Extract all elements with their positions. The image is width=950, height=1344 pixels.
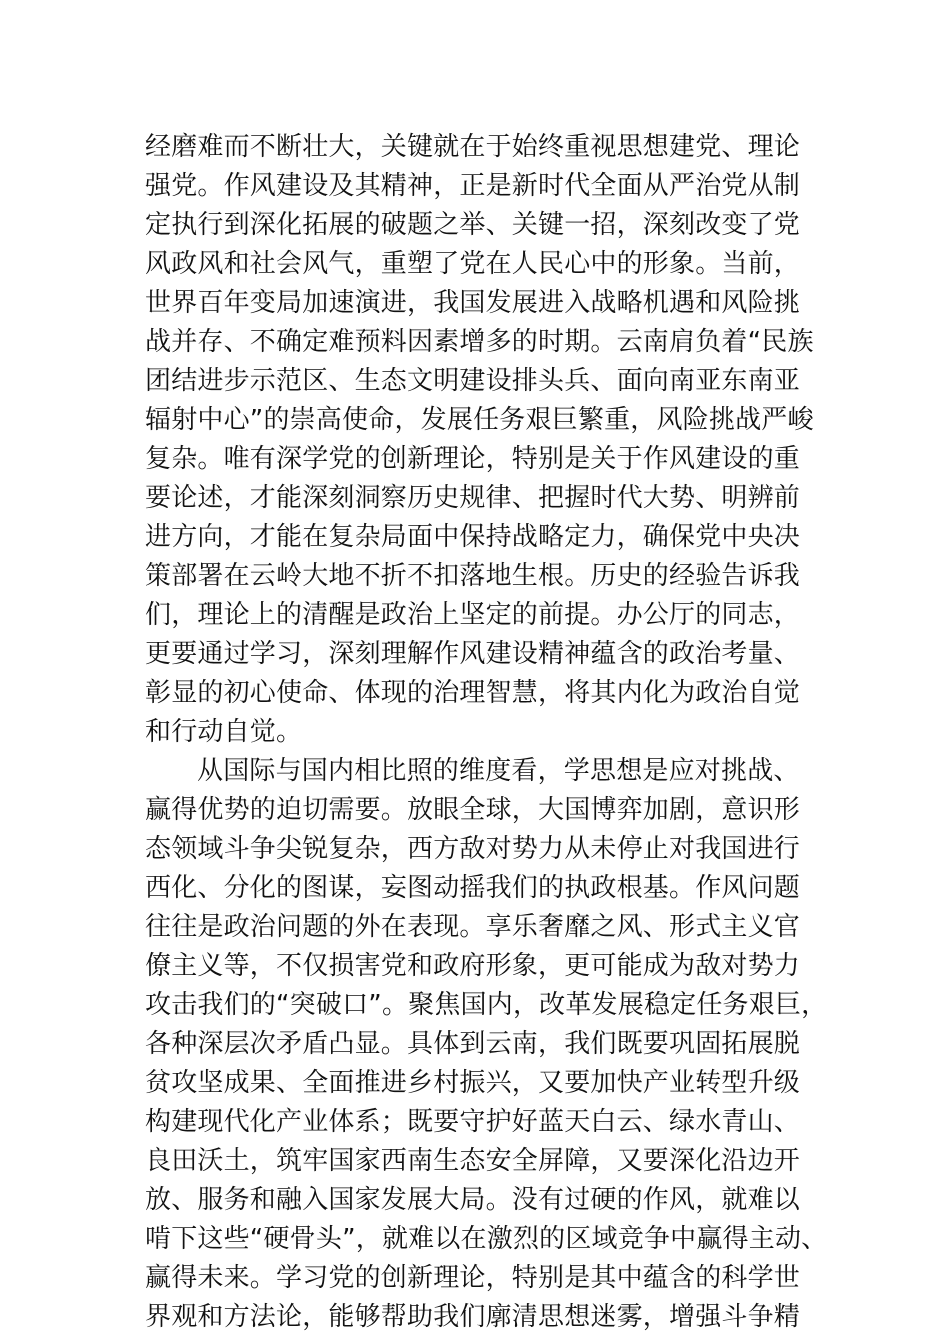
text-line: 强党。作风建设及其精神，正是新时代全面从严治党从制: [145, 171, 801, 201]
text-line: 风政风和社会风气，重塑了党在人民心中的形象。当前，: [145, 249, 801, 279]
text-line: 定执行到深化拓展的破题之举、关键一招，深刻改变了党: [145, 210, 801, 240]
text-line: 西化、分化的图谋，妄图动摇我们的执政根基。作风问题: [145, 873, 801, 903]
text-line: 放、服务和融入国家发展大局。没有过硬的作风，就难以: [145, 1185, 801, 1215]
text-line: 彰显的初心使命、体现的治理智慧，将其内化为政治自觉: [145, 678, 801, 708]
text-line: 世界百年变局加速演进，我国发展进入战略机遇和风险挑: [145, 288, 801, 318]
text-line: 贫攻坚成果、全面推进乡村振兴，又要加快产业转型升级: [145, 1068, 801, 1098]
text-line: 战并存、不确定难预料因素增多的时期。云南肩负着“民族: [145, 327, 814, 357]
text-line: 们，理论上的清醒是政治上坚定的前提。办公厅的同志，: [145, 600, 801, 630]
text-line: 构建现代化产业体系；既要守护好蓝天白云、绿水青山、: [145, 1107, 801, 1137]
text-line: 团结进步示范区、生态文明建设排头兵、面向南亚东南亚: [145, 366, 801, 396]
text-line: 界观和方法论，能够帮助我们廓清思想迷雾，增强斗争精: [145, 1302, 801, 1332]
text-line: 更要通过学习，深刻理解作风建设精神蕴含的政治考量、: [145, 639, 801, 669]
text-line: 僚主义等，不仅损害党和政府形象，更可能成为敌对势力: [145, 951, 801, 981]
text-line: 态领域斗争尖锐复杂，西方敌对势力从未停止对我国进行: [145, 834, 801, 864]
text-line: 复杂。唯有深学党的创新理论，特别是关于作风建设的重: [145, 444, 801, 474]
text-line: 经磨难而不断壮大，关键就在于始终重视思想建党、理论: [145, 132, 801, 162]
text-line: 赢得优势的迫切需要。放眼全球，大国博弈加剧，意识形: [145, 795, 801, 825]
text-line: 各种深层次矛盾凸显。具体到云南，我们既要巩固拓展脱: [145, 1029, 801, 1059]
text-line: 和行动自觉。: [145, 717, 303, 747]
text-line: 良田沃土，筑牢国家西南生态安全屏障，又要深化沿边开: [145, 1146, 801, 1176]
text-line: 要论述，才能深刻洞察历史规律、把握时代大势、明辨前: [145, 483, 801, 513]
body-text: [145, 128, 828, 1337]
text-line: 攻击我们的“突破口”。聚焦国内，改革发展稳定任务艰巨，: [145, 990, 828, 1020]
text-line: 辐射中心”的崇高使命，发展任务艰巨繁重，风险挑战严峻: [145, 405, 814, 435]
text-line: 策部署在云岭大地不折不扣落地生根。历史的经验告诉我: [145, 561, 801, 591]
text-line: 啃下这些“硬骨头”，就难以在激烈的区域竞争中赢得主动、: [145, 1224, 828, 1254]
text-line: 从国际与国内相比照的维度看，学思想是应对挑战、: [197, 756, 800, 786]
paragraph: [145, 752, 828, 1337]
text-line: 往往是政治问题的外在表现。享乐奢靡之风、形式主义官: [145, 912, 801, 942]
paragraph: [145, 128, 814, 752]
text-line: 赢得未来。学习党的创新理论，特别是其中蕴含的科学世: [145, 1263, 801, 1293]
text-line: 进方向，才能在复杂局面中保持战略定力，确保党中央决: [145, 522, 801, 552]
